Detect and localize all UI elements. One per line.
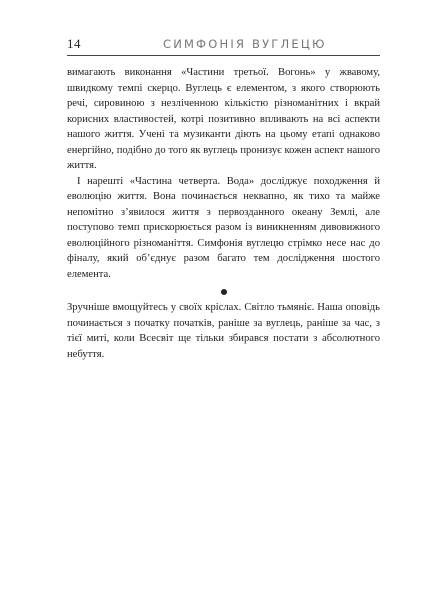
paragraph-opening: Зручніше вмощуйтесь у своїх кріслах. Світло тьмяніє. Наша оповідь починається з початку початків, раніше за вуглець, раніше за час, з тієї миті, коли Всесвіт ще тільки збирався постати з абсолютного небуття.: [67, 302, 380, 360]
body-text: [67, 65, 380, 362]
paragraph-part-four: І нарешті «Частина четверта. Вода» досліджує походження й еволюцію життя. Вона починається неквапно, як тихо та майже непомітно з’явилося життя з первозданного океану Землі, але поступово темп прискорюється разом із виникненням дивовижного еволюційного різноманіття. Симфонія вуглецю стрімко несе нас до фіналу, який об’єднує разом багато тем дослідження шостого елемента.: [67, 175, 380, 280]
section-break: [67, 285, 380, 299]
paragraph-continuation: вимагають виконання «Частини третьої. Вогонь» у жвавому, швидкому темпі скерцо. Вуглець є елементом, з якого створюють речі, сировиною з незліченною кількістю різноманітних і вкрай корисних властивостей, котрі позитивно впливають на всі аспекти нашого життя. Учені та музиканти діють на цьому етапі однаково енергійно, подібно до того як вуглець пронизує кожен аспект нашого життя.: [67, 67, 380, 171]
running-title: СИМФОНІЯ ВУГЛЕЦЮ: [163, 37, 327, 51]
header-rule: [67, 55, 380, 56]
bullet-ornament-icon: [221, 289, 227, 295]
page-number: 14: [67, 36, 81, 51]
page-header: [67, 36, 380, 56]
